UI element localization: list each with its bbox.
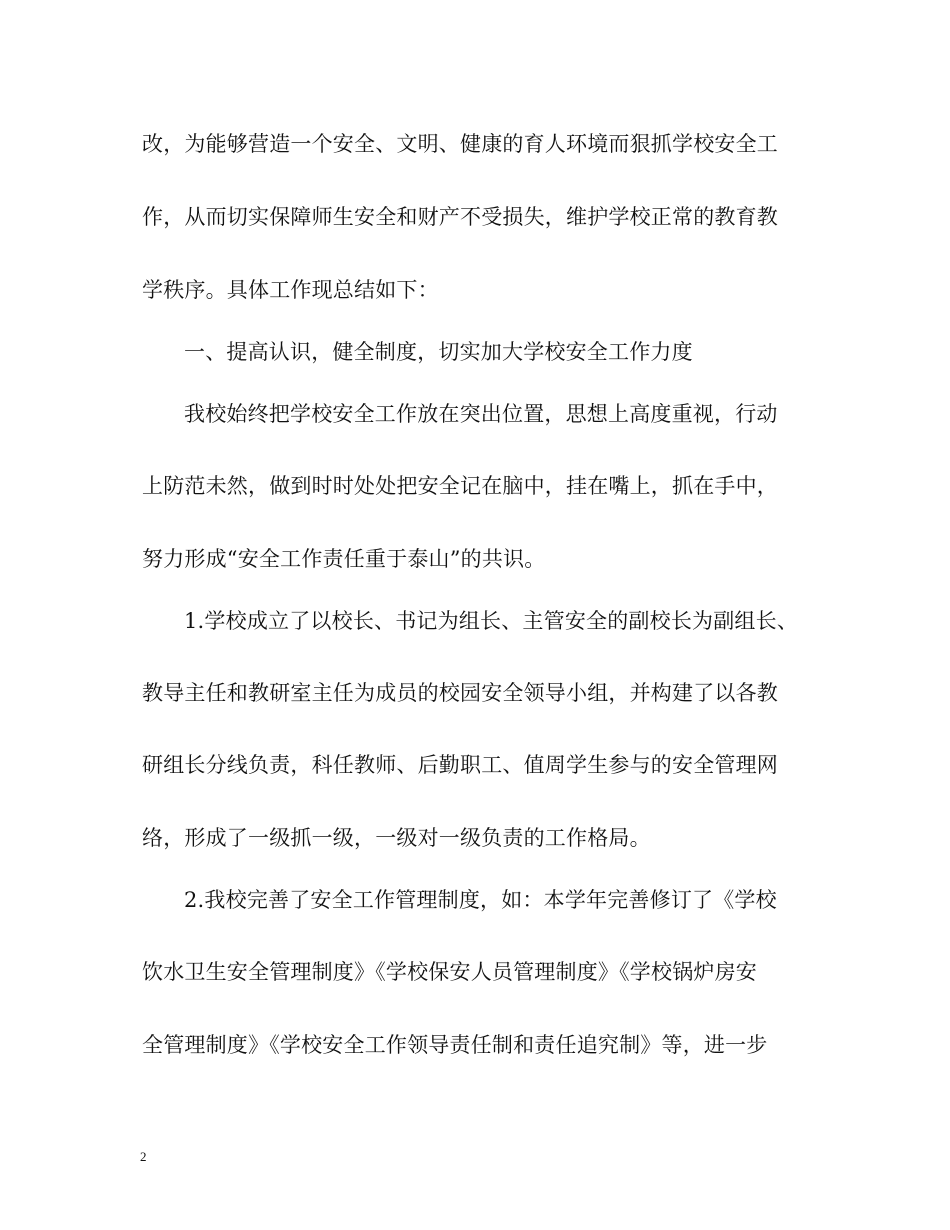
section-heading: 一、提高认识，健全制度，切实加大学校安全工作力度 xyxy=(184,340,693,364)
body-text-line: 我校始终把学校安全工作放在突出位置，思想上高度重视，行动 xyxy=(184,402,778,426)
body-text-line: 作，从而切实保障师生安全和财产不受损失，维护学校正常的教育教 xyxy=(142,205,778,229)
body-text-line: 2.我校完善了安全工作管理制度，如：本学年完善修订了《学校 xyxy=(184,888,777,912)
body-text-line: 改，为能够营造一个安全、文明、健康的育人环境而狠抓学校安全工 xyxy=(142,132,778,156)
body-text-line: 全管理制度》《学校安全工作领导责任制和责任追究制》等，进一步 xyxy=(142,1033,768,1057)
body-text-line: 研组长分线负责，科任教师、后勤职工、值周学生参与的安全管理网 xyxy=(142,753,778,777)
body-text-line: 教导主任和教研室主任为成员的校园安全领导小组，并构建了以各教 xyxy=(142,681,778,705)
body-text-line: 络，形成了一级抓一级，一级对一级负责的工作格局。 xyxy=(142,826,651,850)
body-text-line: 上防范未然，做到时时处处把安全记在脑中，挂在嘴上，抓在手中， xyxy=(142,474,778,498)
body-text-line: 学秩序。具体工作现总结如下： xyxy=(142,278,439,302)
body-text-line: 饮水卫生安全管理制度》《学校保安人员管理制度》《学校锅炉房安 xyxy=(142,960,757,984)
body-text-line: 努力形成“安全工作责任重于泰山”的共识。 xyxy=(142,547,546,571)
page-number: 2 xyxy=(140,1149,147,1164)
body-text-line: 1.学校成立了以校长、书记为组长、主管安全的副校长为副组长、 xyxy=(184,609,799,633)
